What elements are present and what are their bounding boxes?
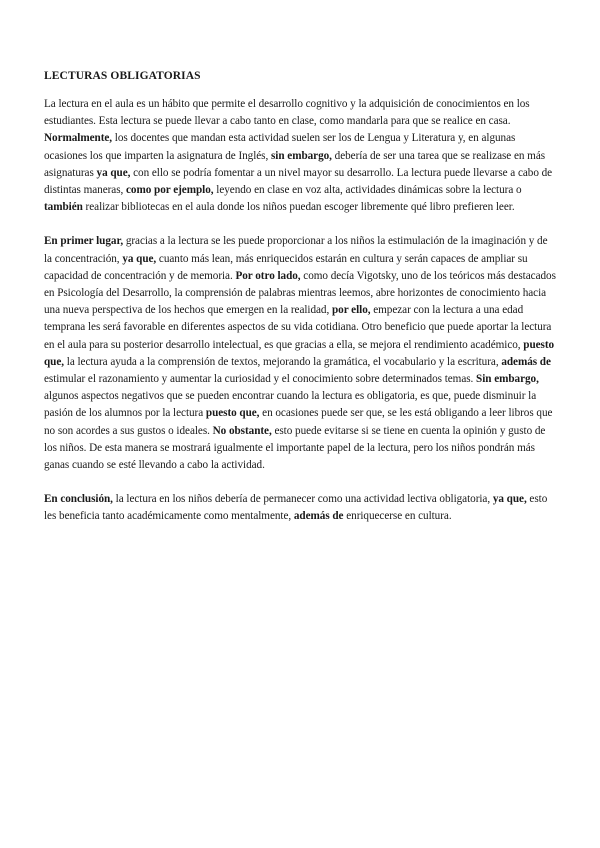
bold-connector: Por otro lado, <box>235 269 301 282</box>
text-run: con ello se podría fomentar a un nivel mayor su desarrollo. La lectura puede llevarse a cabo de distintas maneras, <box>44 166 553 197</box>
text-run: cuanto más lean, más enriquecidos estarán en cultura y serán capaces de ampliar su capacidad de concentración y de memoria. <box>44 252 528 282</box>
bold-connector: como por ejemplo, <box>126 184 214 197</box>
bold-connector: además de <box>293 510 344 523</box>
text-run: esto les beneficia tanto académicamente como mentalmente, <box>44 493 548 523</box>
bold-connector: puesto que, <box>44 338 555 368</box>
bold-connector: Normalmente, <box>44 132 113 145</box>
paragraph <box>44 96 556 216</box>
paragraph <box>44 233 556 474</box>
document-page <box>44 70 556 543</box>
bold-connector: ya que, <box>492 493 527 506</box>
text-run: debería de ser una tarea que se realizase en más asignaturas <box>44 149 546 179</box>
paragraph <box>44 491 556 525</box>
bold-connector: sin embargo, <box>271 149 332 162</box>
text-run: la lectura ayuda a la comprensión de textos, mejorando la gramática, el vocabulario y la escritura, <box>64 355 502 368</box>
text-run: realizar bibliotecas en el aula donde los niños puedan escoger libremente qué libro prefieren leer. <box>82 201 515 214</box>
text-run: en ocasiones puede ser que, se les está obligando a leer libros que no son acordes a sus gustos o ideales. <box>44 407 553 437</box>
document-title: LECTURAS OBLIGATORIAS <box>44 70 201 82</box>
bold-connector: puesto que, <box>205 407 260 420</box>
bold-connector: también <box>44 201 83 214</box>
text-run: como decía Vigotsky, uno de los teóricos más destacados en Psicología del Desarrollo, la comprensión de palabras mientras leemos, abre horizontes de conocimiento hacia una nueva perspectiva de los hechos que emergen en la realidad, <box>44 269 556 317</box>
bold-connector: En conclusión, <box>44 493 113 506</box>
bold-connector: No obstante, <box>212 424 272 437</box>
text-run: La lectura en el aula es un hábito que permite el desarrollo cognitivo y la adquisición de conocimientos en los estudiantes. Esta lectura se puede llevar a cabo tanto en clase, como mandarla para que se realice en casa. <box>44 98 530 128</box>
bold-connector: además de <box>501 355 551 368</box>
text-run: algunos aspectos negativos que se pueden encontrar cuando la lectura es obligatoria, es que, puede disminuir la pasión de los alumnos por la lectura <box>44 390 537 420</box>
bold-connector: ya que, <box>122 252 157 265</box>
bold-connector: por ello, <box>331 304 371 317</box>
text-run: la lectura en los niños debería de permanecer como una actividad lectiva obligatoria, <box>112 493 493 506</box>
text-run: los docentes que mandan esta actividad suelen ser los de Lengua y Literatura y, en algunas ocasiones los que imparten la asignatura de Inglés, <box>44 132 516 162</box>
text-run: leyendo en clase en voz alta, actividades dinámicas sobre la lectura o <box>213 184 522 197</box>
text-run: gracias a la lectura se les puede proporcionar a los niños la estimulación de la imaginación y de la concentración, <box>44 235 548 265</box>
bold-connector: En primer lugar, <box>44 235 124 248</box>
document-body <box>44 96 556 526</box>
text-run: enriquecerse en cultura. <box>343 510 452 523</box>
text-run: estimular el razonamiento y aumentar la curiosidad y el conocimiento sobre determinados temas. <box>44 373 477 386</box>
text-run: esto puede evitarse si se tiene en cuenta la opinión y gusto de los niños. De esta manera se mostrará igualmente el importante papel de la lectura, pero los niños pondrán más ganas cuando se esté llevando a cabo la actividad. <box>44 424 546 472</box>
text-run: empezar con la lectura a una edad temprana les será favorable en diferentes aspectos de su vida cotidiana. Otro beneficio que puede aportar la lectura en el aula para su posterior desarrollo intelectual, es que gracias a ella, se mejora el rendimiento académico, <box>44 304 552 351</box>
bold-connector: Sin embargo, <box>476 373 539 386</box>
bold-connector: ya que, <box>96 166 131 179</box>
